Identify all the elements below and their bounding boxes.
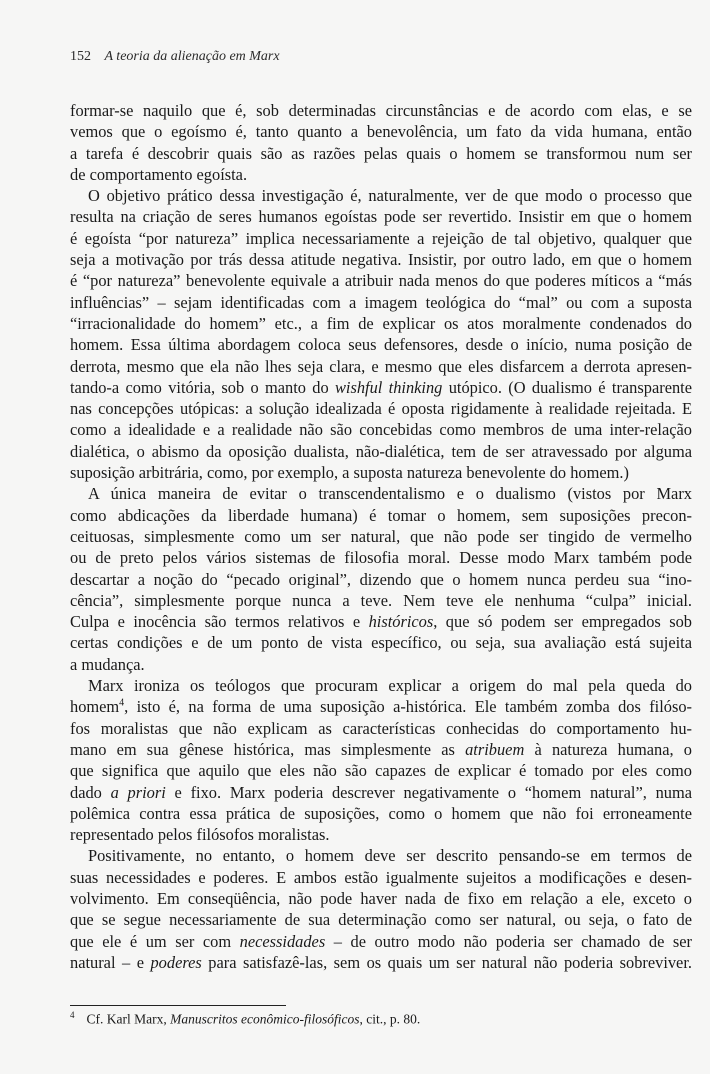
text-line xyxy=(70,739,692,760)
text-segment: à natureza humana, o xyxy=(524,739,692,759)
text-line: como abdicações da liberdade humana) é tomar o homem, sem suposições precon- xyxy=(70,505,692,525)
text-segment: , que só podem ser empregados sob xyxy=(433,612,692,632)
text-line: resulta na criação de seres humanos egoístas pode ser revertido. Insistir em que o homem xyxy=(70,207,692,227)
footnote-prefix: Cf. Karl Marx, xyxy=(86,1011,171,1027)
text-line: é egoísta “por natureza” implica necessariamente a rejeição de tal objetivo, qualquer que xyxy=(70,228,692,248)
text-segment: e fixo. Marx poderia descrever negativamente o “homem natural”, numa xyxy=(165,782,692,802)
footnote xyxy=(70,1010,420,1028)
text-line: nas concepções utópicas: a solução idealizada é oposta rigidamente à realidade rejeitada. E xyxy=(70,399,692,419)
text-line: que significa que aquilo que eles não são capazes de explicar é tomado por eles como xyxy=(70,761,692,781)
text-line: descartar a noção do “pecado original”, dizendo que o homem nunca perdeu sua “ino- xyxy=(70,569,692,589)
text-line: a tarefa é descobrir quais são as razões pelas quais o homem se transformou num ser xyxy=(70,143,692,163)
text-segment: natural – e xyxy=(70,952,151,972)
text-line: certas condições e de um ponto de vista específico, ou seja, sua avaliação está sujeita xyxy=(70,633,692,653)
text-segment: , isto é, na forma de uma suposição a-histórica. Ele também zomba dos filóso- xyxy=(124,697,692,717)
text-line xyxy=(70,952,692,973)
text-segment: utópico. (O dualismo é transparente xyxy=(442,377,692,397)
text-segment: homem xyxy=(70,697,120,717)
text-line: homem. Essa última abordagem coloca seus defensores, desde o início, numa posição de xyxy=(70,335,692,355)
text-line xyxy=(70,696,692,717)
text-line: que se segue necessariamente de sua determinação como ser natural, ou seja, o fato de xyxy=(70,910,692,930)
footnote-book-title: Manuscritos econômico-filosóficos xyxy=(170,1011,360,1027)
text-line: polêmica contra essa prática de suposições, como o homem que não foi erroneamente xyxy=(70,803,692,823)
footnote-suffix: , cit., p. 80. xyxy=(359,1011,421,1027)
text-line: A única maneira de evitar o transcendentalismo e o dualismo (vistos por Marx xyxy=(88,484,692,504)
text-line xyxy=(70,611,692,632)
text-line: seja a motivação por trás dessa atitude negativa. Insistir, por outro lado, em que o homem xyxy=(70,250,692,270)
text-line xyxy=(70,931,692,952)
text-line: Marx ironiza os teólogos que procuram explicar a origem do mal pela queda do xyxy=(88,676,692,696)
text-line: dialética, o abismo da oposição dualista, não-dialética, tem de ser atravessado por alguma xyxy=(70,441,692,461)
text-line: suas necessidades e poderes. E ambos estão igualmente sujeitos a modificações e desen- xyxy=(70,867,692,887)
text-line: vemos que o egoísmo é, tanto quanto a benevolência, um fato da vida humana, então xyxy=(70,122,692,142)
text-segment: mano em sua gênese histórica, mas simplesmente as xyxy=(70,739,466,759)
text-line: ou de preto pelos vários sistemas de filosofia moral. Desse modo Marx também pode xyxy=(70,548,692,568)
text-line xyxy=(70,782,692,803)
text-line: derrota, mesmo que ela não lhes seja clara, e mesmo que eles disfarcem a derrota apresen- xyxy=(70,356,692,376)
text-line: cência”, simplesmente porque nunca a teve. Nem teve ele nenhuma “culpa” inicial. xyxy=(70,590,692,610)
text-segment: tando-a como vitória, sob o manto do xyxy=(70,377,335,397)
text-segment: que ele é um ser com xyxy=(70,931,240,951)
page-number: 152 xyxy=(70,49,91,64)
text-line: como a idealidade e a realidade não são concebidas como membros de uma inter-relação xyxy=(70,420,692,440)
footnote-divider xyxy=(70,1005,286,1006)
emphasis-text: históricos xyxy=(368,612,434,632)
text-line: de comportamento egoísta. xyxy=(70,164,248,184)
text-segment: dado xyxy=(70,782,111,802)
text-line: influências” – sejam identificadas com a imagem teológica do “mal” ou com a suposta xyxy=(70,292,692,312)
footnote-mark: 4 xyxy=(70,1010,75,1020)
footnote-reference[interactable]: 4 xyxy=(119,697,125,709)
text-line: volvimento. Em conseqüência, não pode haver nada de fixo em relação a ele, exceto o xyxy=(70,888,692,908)
text-line: é “por natureza” benevolente equivale a atribuir nada menos do que poderes míticos a “más xyxy=(70,271,692,291)
text-segment: Culpa e inocência são termos relativos e xyxy=(70,612,369,632)
text-line: “irracionalidade do homem” etc., a fim de explicar os atos moralmente condenados do xyxy=(70,313,692,333)
text-line: formar-se naquilo que é, sob determinadas circunstâncias e de acordo com elas, e se xyxy=(70,101,692,120)
text-line: representado pelos filósofos moralistas. xyxy=(70,825,330,845)
running-title: A teoria da alienação em Marx xyxy=(104,49,280,64)
text-segment: – de outro modo não poderia ser chamado de ser xyxy=(325,931,692,951)
emphasis-text: a priori xyxy=(110,782,166,802)
emphasis-text: necessidades xyxy=(239,931,326,951)
text-line: a mudança. xyxy=(70,654,145,674)
text-line xyxy=(70,377,692,398)
emphasis-text: atribuem xyxy=(465,739,525,759)
text-line: O objetivo prático dessa investigação é, naturalmente, ver de que modo o processo que xyxy=(88,186,692,206)
text-line: fos moralistas que não explicam as características conhecidas do comportamento hu- xyxy=(70,718,692,738)
body-text xyxy=(70,100,692,973)
text-line: ceituosas, simplesmente como um ser natural, que não pode ser tingido de vermelho xyxy=(70,526,692,546)
running-header xyxy=(70,49,280,65)
text-line: Positivamente, no entanto, o homem deve ser descrito pensando-se em termos de xyxy=(88,846,692,866)
emphasis-text: poderes xyxy=(150,952,202,972)
text-segment: para satisfazê-las, sem os quais um ser natural não poderia sobreviver. xyxy=(201,952,692,972)
text-line: suposição arbitrária, como, por exemplo, a suposta natureza benevolente do homem.) xyxy=(70,463,629,483)
emphasis-text: wishful thinking xyxy=(334,377,443,397)
